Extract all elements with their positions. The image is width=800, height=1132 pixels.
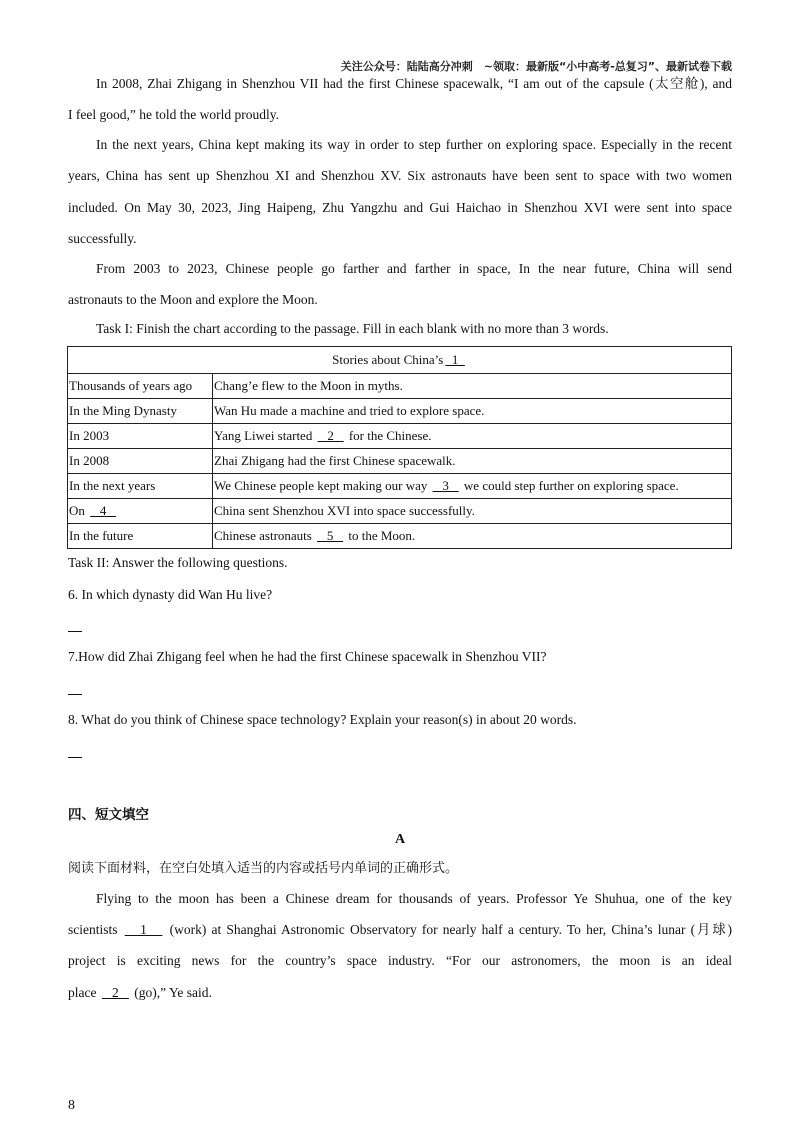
time-cell: In the Ming Dynasty	[68, 399, 213, 424]
answer-line-8[interactable]	[68, 757, 82, 758]
cloze-blank-2[interactable]: 2	[101, 985, 129, 1000]
table-row	[68, 374, 732, 399]
chart-title-row	[68, 347, 732, 374]
chart-title-blank: 1	[445, 352, 465, 367]
blank-3[interactable]: 3	[432, 478, 459, 493]
event-cell	[213, 474, 732, 499]
event-cell: Chang’e flew to the Moon in myths.	[213, 374, 732, 399]
time-cell: In 2008	[68, 449, 213, 474]
table-row	[68, 449, 732, 474]
blank-2[interactable]: 2	[317, 428, 344, 443]
task1-chart-table	[67, 346, 732, 549]
table-row	[68, 524, 732, 549]
blank-4[interactable]: 4	[90, 503, 117, 518]
task1-instruction: Task I: Finish the chart according to the passage. Fill in each blank with no more than 3 words.	[96, 321, 609, 336]
table-row	[68, 499, 732, 524]
event-cell	[213, 424, 732, 449]
question-7: 7.How did Zhai Zhigang feel when he had the first Chinese spacewalk in Shenzhou VII?	[68, 649, 547, 664]
event-text-post: to the Moon.	[345, 528, 416, 543]
event-text-post: we could step further on exploring space.	[460, 478, 679, 493]
time-cell: In the future	[68, 524, 213, 549]
question-8: 8. What do you think of Chinese space technology? Explain your reason(s) in about 20 words.	[68, 712, 577, 727]
time-cell: Thousands of years ago	[68, 374, 213, 399]
section-sub-heading: A	[394, 832, 406, 847]
time-cell: In the next years	[68, 474, 213, 499]
section-heading: 四、短文填空	[68, 807, 149, 823]
passage-p1-line2: I feel good,” he told the world proudly.	[68, 107, 279, 122]
chart-title	[68, 347, 732, 374]
event-cell	[213, 524, 732, 549]
passage-p3-line2: astronauts to the Moon and explore the Moon.	[68, 292, 318, 307]
answer-line-6[interactable]	[68, 631, 82, 632]
task2-instruction: Task II: Answer the following questions.	[68, 555, 288, 570]
page-header: 关注公众号：陆陆高分冲刺 ~领取：最新版“小中高考-总复习”、最新试卷下载	[340, 60, 732, 73]
table-row	[68, 424, 732, 449]
passage-p1-line1: In 2008, Zhai Zhigang in Shenzhou VII had the first Chinese spacewalk, “I am out of the capsule (太空舱), and	[96, 76, 732, 91]
cloze-line-1: Flying to the moon has been a Chinese dream for thousands of years. Professor Ye Shuhua, one of the key	[96, 891, 732, 906]
event-text-pre: Yang Liwei started	[214, 428, 316, 443]
time-cell	[68, 499, 213, 524]
cloze-text-post: (work) at Shanghai Astronomic Observatory for nearly half a century. To her, China’s lunar (月球)	[164, 922, 733, 937]
cloze-text-post: (go),” Ye said.	[130, 985, 212, 1000]
time-cell: In 2003	[68, 424, 213, 449]
chart-title-prefix: Stories about China’s	[332, 352, 444, 367]
event-cell: Wan Hu made a machine and tried to explore space.	[213, 399, 732, 424]
cloze-line-4	[68, 985, 732, 1001]
cloze-line-2	[68, 922, 732, 938]
section-instruction: 阅读下面材料，在空白处填入适当的内容或括号内单词的正确形式。	[68, 861, 459, 876]
page-number: 8	[68, 1098, 75, 1113]
event-cell: China sent Shenzhou XVI into space successfully.	[213, 499, 732, 524]
event-text-pre: We Chinese people kept making our way	[214, 478, 431, 493]
answer-line-7[interactable]	[68, 694, 82, 695]
cloze-text-pre: place	[68, 985, 100, 1000]
passage-p2-line3: included. On May 30, 2023, Jing Haipeng, Zhu Yangzhu and Gui Haichao in Shenzhou XVI were sent into space	[68, 200, 732, 215]
cloze-text-pre: scientists	[68, 922, 123, 937]
event-text-pre: Chinese astronauts	[214, 528, 316, 543]
event-cell: Zhai Zhigang had the first Chinese spacewalk.	[213, 449, 732, 474]
passage-p3-line1: From 2003 to 2023, Chinese people go farther and farther in space, In the near future, China will send	[96, 261, 732, 276]
passage-p2-line4: successfully.	[68, 231, 137, 246]
blank-5[interactable]: 5	[317, 528, 344, 543]
event-text-post: for the Chinese.	[345, 428, 432, 443]
passage-p2-line1: In the next years, China kept making its way in order to step further on exploring space. Especially in the recent	[96, 137, 732, 152]
time-text-pre: On	[69, 503, 89, 518]
cloze-blank-1[interactable]: 1	[124, 922, 163, 937]
passage-p2-line2: years, China has sent up Shenzhou XI and Shenzhou XV. Six astronauts have been sent to space with two women	[68, 168, 732, 183]
table-row	[68, 399, 732, 424]
cloze-line-3: project is exciting news for the country’s space industry. “For our astronomers, the moon is an ideal	[68, 953, 732, 968]
question-6: 6. In which dynasty did Wan Hu live?	[68, 587, 273, 602]
table-row	[68, 474, 732, 499]
